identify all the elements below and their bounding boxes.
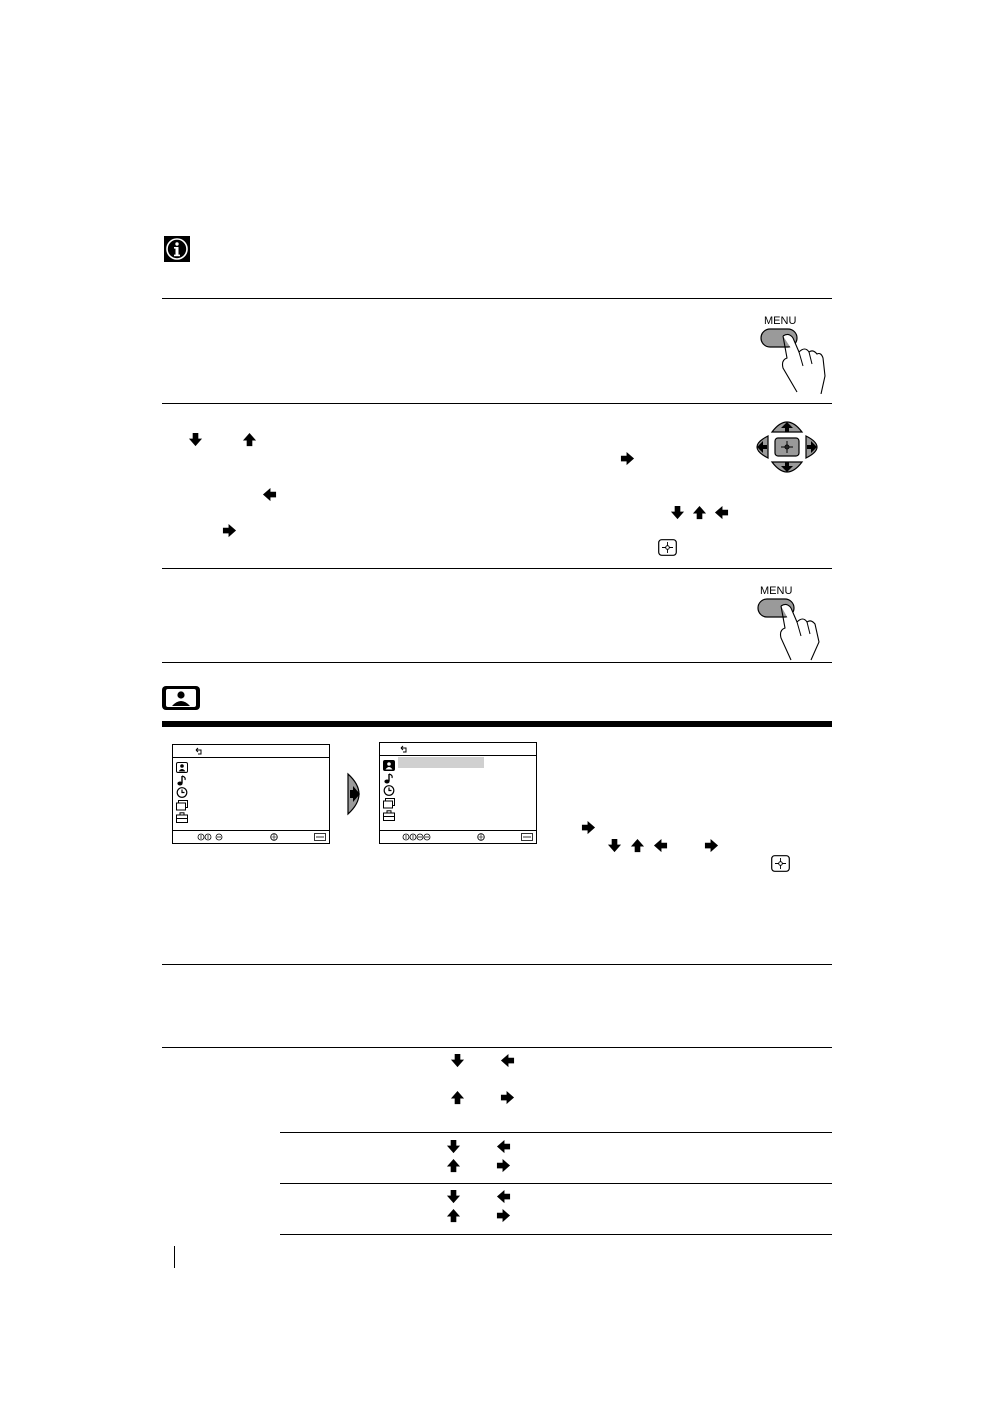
arrow-left-icon [714,505,729,520]
section-divider [162,403,832,404]
menu-button-illustration [755,314,827,394]
arrow-down-icon [188,432,203,447]
menu-screen-before [172,744,330,844]
menu-button-label: MENU [764,315,797,327]
arrow-right-button-icon [346,772,366,816]
arrow-right-icon [620,451,635,466]
info-icon [164,236,190,262]
arrow-right-icon [581,820,596,835]
ok-hint-icon [477,833,485,841]
return-icon [400,745,408,753]
menu-footer [380,830,536,843]
table-divider [162,964,832,965]
menu-screen-after [379,742,537,844]
arrow-down-icon [607,838,622,853]
menu-button-label: MENU [760,585,793,597]
arrow-right-icon [500,1090,515,1105]
menu-title-bar [173,745,329,758]
arrow-left-icon [653,838,668,853]
table-divider [280,1183,832,1184]
navigation-hint-icon [197,833,227,841]
toolbox-menu-icon [383,808,395,819]
arrow-left-icon [496,1139,511,1154]
ok-hint-icon [270,833,278,841]
page-margin-bar [174,1246,175,1268]
picture-menu-icon [176,760,188,771]
timer-menu-icon [383,783,395,794]
navigation-hint-icon [402,833,442,841]
menu-footer [173,830,329,843]
sound-menu-icon [383,771,395,782]
arrow-right-icon [496,1158,511,1173]
menu-hint-icon [521,833,533,841]
ok-button-icon [658,539,677,556]
arrow-left-icon [496,1189,511,1204]
arrow-up-icon [450,1090,465,1105]
menu-highlight-bar [398,757,484,768]
table-divider [162,1047,832,1048]
setup-menu-icon [176,798,188,809]
sound-menu-icon [176,773,188,784]
return-icon [195,747,203,755]
timer-menu-icon [176,785,188,796]
table-divider [280,1234,832,1235]
table-divider [280,1132,832,1133]
arrow-right-icon [704,838,719,853]
picture-icon [162,686,200,710]
arrow-left-icon [500,1053,515,1068]
arrow-right-icon [222,523,237,538]
arrow-up-icon [242,432,257,447]
arrow-up-icon [692,505,707,520]
menu-title-bar [380,743,536,756]
arrow-up-icon [446,1208,461,1223]
menu-button-illustration [755,584,827,664]
arrow-left-icon [262,487,277,502]
ok-button-icon [771,855,790,872]
menu-icon-column [383,758,397,821]
arrow-down-icon [670,505,685,520]
arrow-up-icon [446,1158,461,1173]
arrow-up-icon [630,838,645,853]
section-divider [162,662,832,663]
arrow-down-icon [446,1139,461,1154]
picture-menu-icon [383,758,395,769]
menu-icon-column [176,760,190,823]
setup-menu-icon [383,796,395,807]
arrow-down-icon [446,1189,461,1204]
menu-hint-icon [314,833,326,841]
arrow-right-icon [496,1208,511,1223]
joystick-icon [748,414,826,480]
section-divider [162,298,832,299]
toolbox-menu-icon [176,810,188,821]
arrow-down-icon [450,1053,465,1068]
section-divider-thick [162,721,832,727]
section-divider [162,568,832,569]
